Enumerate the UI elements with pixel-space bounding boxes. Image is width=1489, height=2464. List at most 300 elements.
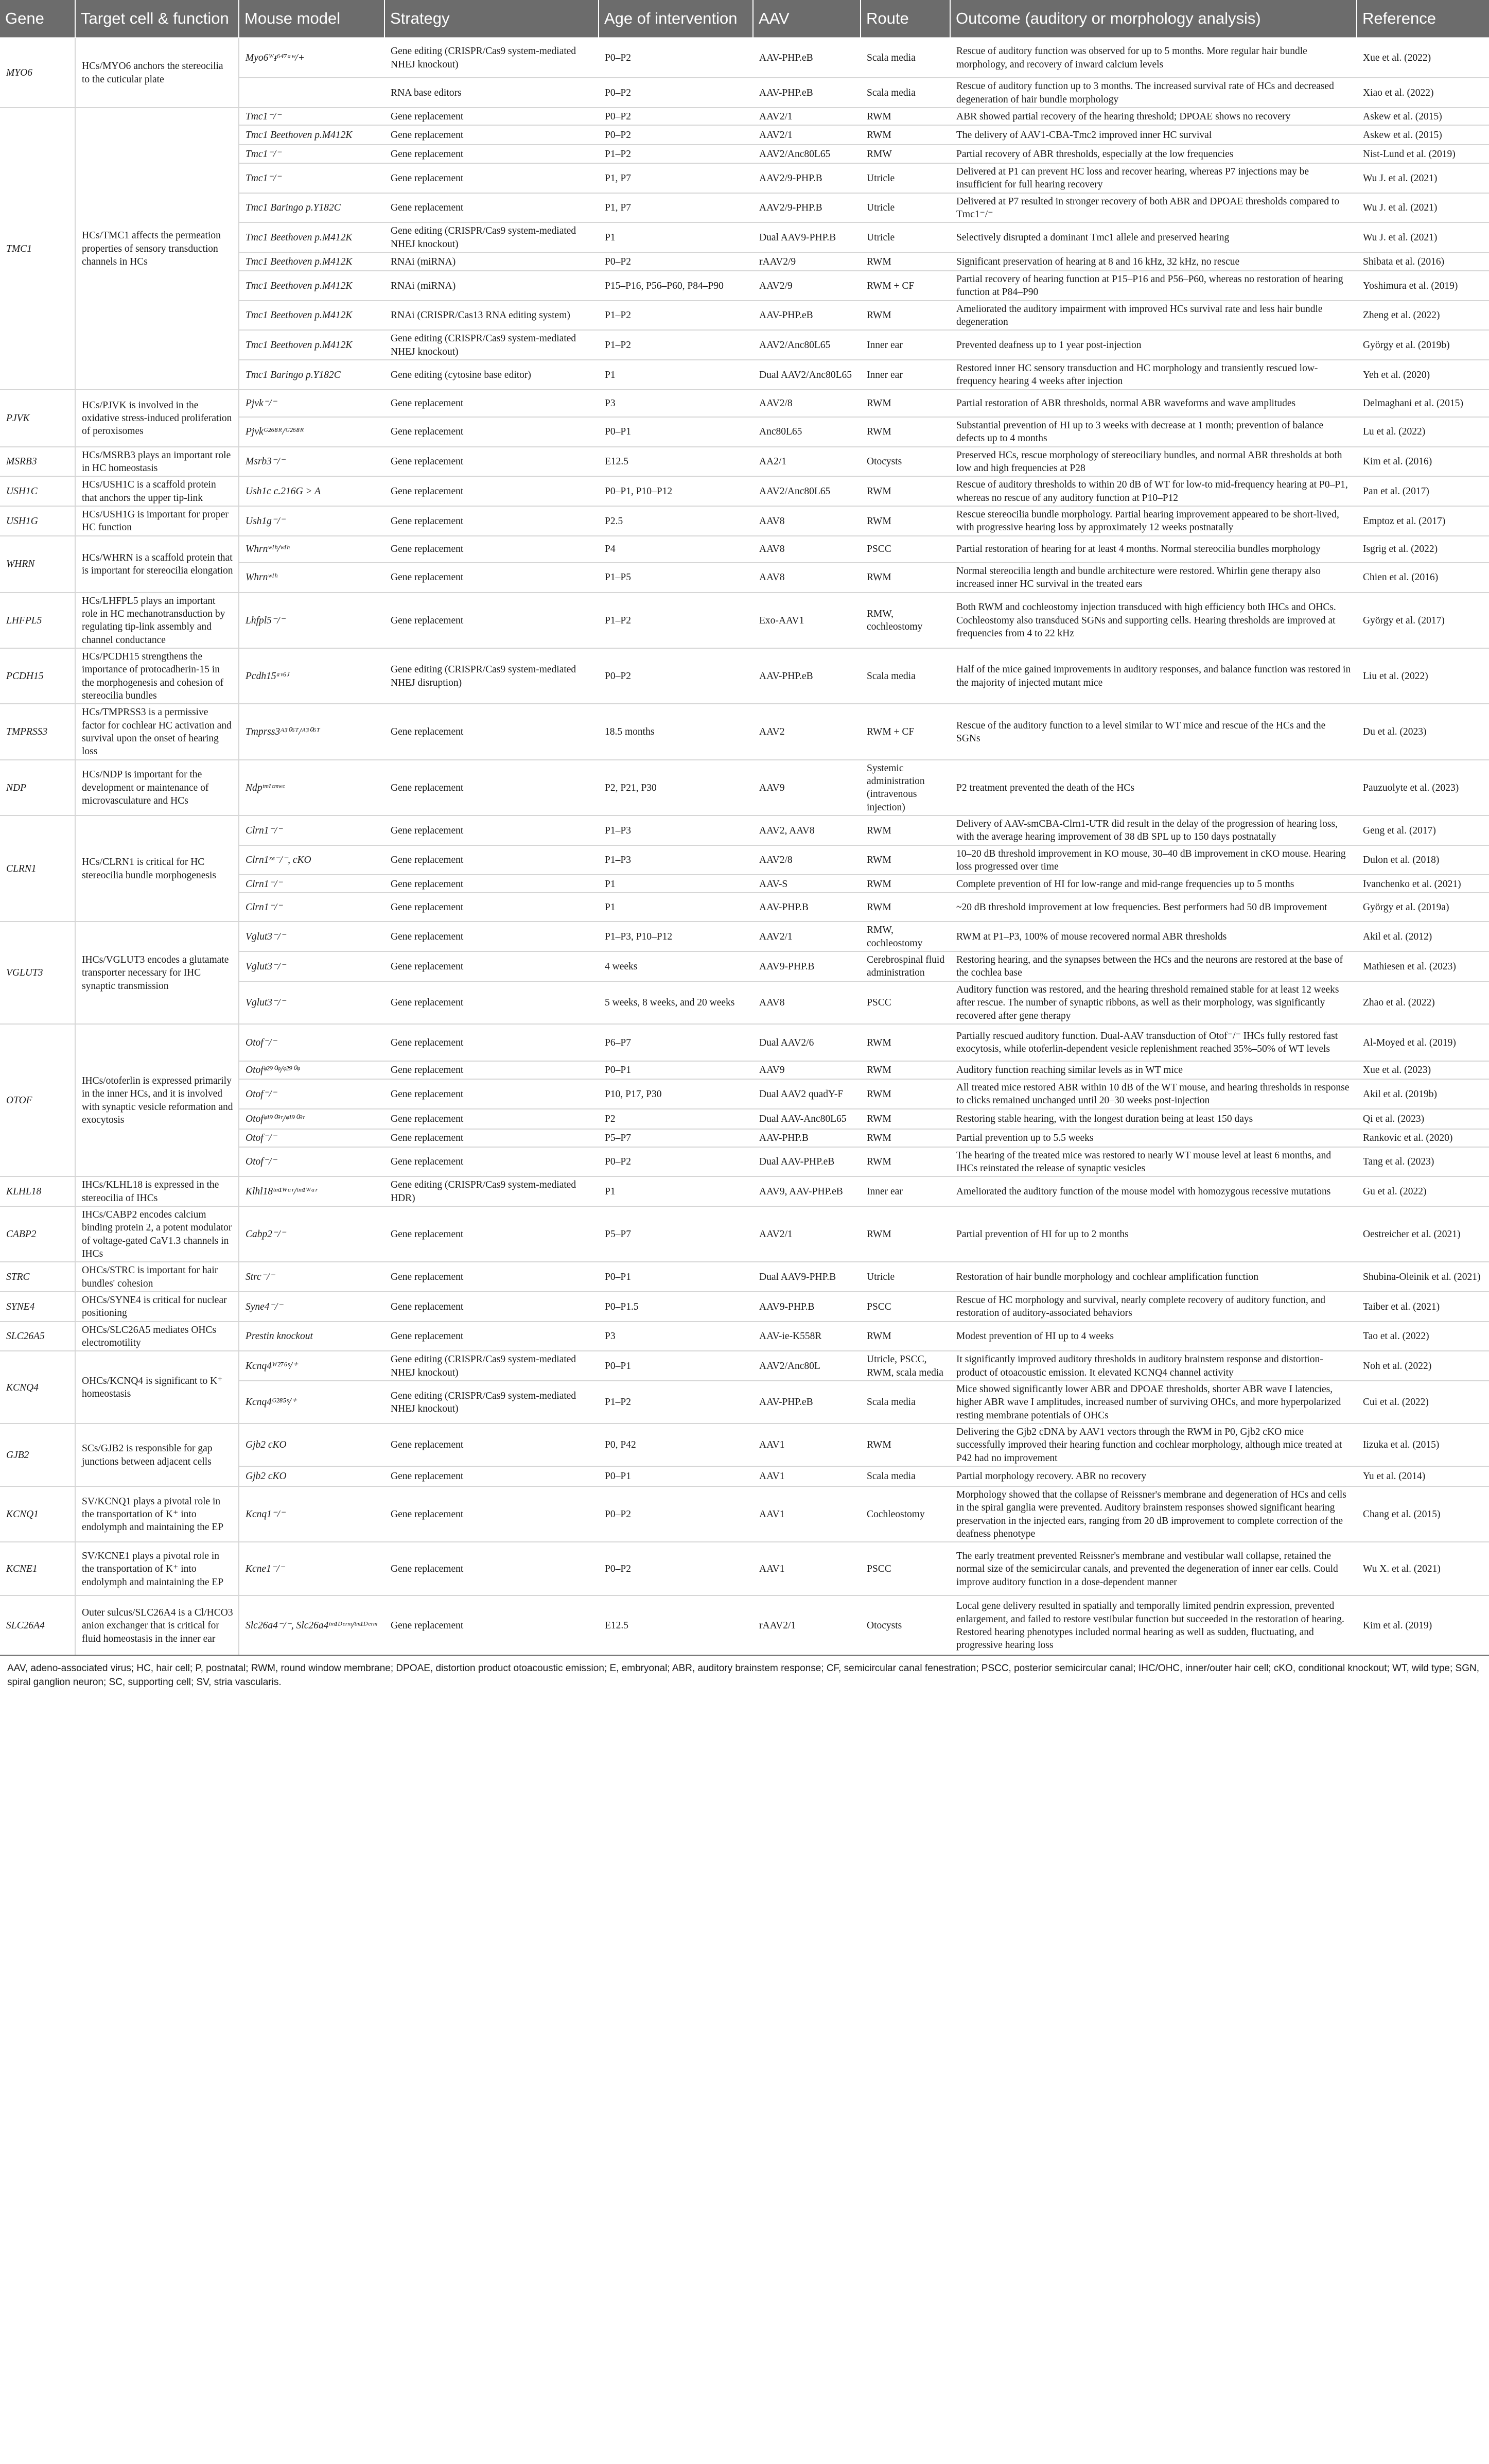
strategy-cell: Gene editing (cytosine base editor) xyxy=(384,360,599,390)
outcome-cell: Mice showed significantly lower ABR and DPOAE thresholds, shorter ABR wave I latencies, higher ABR wave I amplitudes, increased number of surviving OHCs, and more hyperpolarized resting membrane potentials of OHCs xyxy=(950,1381,1357,1424)
mouse-model-cell: Tmc1 Beethoven p.M412K xyxy=(239,301,384,331)
table-row xyxy=(0,1262,1489,1292)
aav-cell: AAV-ie-K558R xyxy=(753,1322,861,1351)
table-row xyxy=(0,1351,1489,1381)
aav-cell: Dual AAV2 quadY-F xyxy=(753,1079,861,1109)
mouse-model-cell: Kcnq1⁻/⁻ xyxy=(239,1486,384,1542)
outcome-cell: Rescue of auditory function was observed for up to 5 months. More regular hair bundle morphology, and recovery of inward calcium levels xyxy=(950,38,1357,78)
outcome-cell: Partial prevention up to 5.5 weeks xyxy=(950,1129,1357,1147)
strategy-cell: Gene replacement xyxy=(384,1129,599,1147)
strategy-cell: Gene replacement xyxy=(384,1061,599,1079)
strategy-cell: RNAi (CRISPR/Cas13 RNA editing system) xyxy=(384,301,599,331)
header-route: Route xyxy=(861,0,950,38)
outcome-cell: ~20 dB threshold improvement at low frequencies. Best performers had 50 dB improvement xyxy=(950,893,1357,922)
outcome-cell: All treated mice restored ABR within 10 dB of the WT mouse, and hearing thresholds in response to clicks remained unchanged until 20–30 weeks post-injection xyxy=(950,1079,1357,1109)
gene-cell: SLC26A4 xyxy=(0,1595,75,1655)
gene-cell: VGLUT3 xyxy=(0,922,75,1023)
outcome-cell: Rescue of the auditory function to a level similar to WT mice and rescue of the HCs and the SGNs xyxy=(950,704,1357,759)
strategy-cell: Gene replacement xyxy=(384,1024,599,1061)
target-cell: HCs/TMC1 affects the permeation properties of sensory transduction channels in HCs xyxy=(75,108,239,390)
age-cell: P5–P7 xyxy=(599,1129,753,1147)
route-cell: Utricle xyxy=(861,193,950,223)
aav-cell: rAAV2/9 xyxy=(753,252,861,271)
outcome-cell: Ameliorated the auditory function of the mouse model with homozygous recessive mutations xyxy=(950,1176,1357,1206)
age-cell: P0–P2 xyxy=(599,252,753,271)
age-cell: P0–P2 xyxy=(599,1147,753,1177)
gene-cell: NDP xyxy=(0,760,75,815)
table-row xyxy=(0,1206,1489,1262)
mouse-model-cell: Otof⁻/⁻ xyxy=(239,1024,384,1061)
gene-cell: MYO6 xyxy=(0,38,75,108)
mouse-model-cell: Tmc1 Beethoven p.M412K xyxy=(239,125,384,145)
mouse-model-cell: Pjvk⁻/⁻ xyxy=(239,390,384,417)
table-row xyxy=(0,38,1489,78)
aav-cell: AAV2/9 xyxy=(753,271,861,301)
route-cell: RWM xyxy=(861,301,950,331)
age-cell: P1, P7 xyxy=(599,163,753,193)
reference-cell: Wu J. et al. (2021) xyxy=(1357,222,1489,252)
outcome-cell: Delivered at P7 resulted in stronger recovery of both ABR and DPOAE thresholds compared to Tmc1⁻/⁻ xyxy=(950,193,1357,223)
reference-cell: Wu J. et al. (2021) xyxy=(1357,163,1489,193)
route-cell: RMW, cochleostomy xyxy=(861,922,950,951)
gene-cell: USH1C xyxy=(0,476,75,506)
aav-cell: AAV8 xyxy=(753,563,861,593)
age-cell: P3 xyxy=(599,1322,753,1351)
age-cell: 18.5 months xyxy=(599,704,753,759)
age-cell: 5 weeks, 8 weeks, and 20 weeks xyxy=(599,981,753,1024)
target-cell: HCs/USH1C is a scaffold protein that anchors the upper tip-link xyxy=(75,476,239,506)
target-cell: HCs/TMPRSS3 is a permissive factor for cochlear HC activation and survival upon the onset of hearing loss xyxy=(75,704,239,759)
outcome-cell: Partial morphology recovery. ABR no recovery xyxy=(950,1466,1357,1486)
aav-cell: AAV2/Anc80L65 xyxy=(753,330,861,360)
outcome-cell: The delivery of AAV1-CBA-Tmc2 improved inner HC survival xyxy=(950,125,1357,145)
table-row xyxy=(0,1424,1489,1466)
age-cell: P0–P2 xyxy=(599,1542,753,1595)
mouse-model-cell: Tmc1 Beethoven p.M412K xyxy=(239,271,384,301)
strategy-cell: Gene replacement xyxy=(384,815,599,845)
route-cell: Inner ear xyxy=(861,1176,950,1206)
aav-cell: AAV2/1 xyxy=(753,922,861,951)
outcome-cell: The hearing of the treated mice was restored to nearly WT mouse level at least 6 months, and IHCs reinstated the release of synaptic vesicles xyxy=(950,1147,1357,1177)
outcome-cell: Normal stereocilia length and bundle architecture were restored. Whirlin gene therapy also increased inner HC survival in the treated ears xyxy=(950,563,1357,593)
aav-cell: AAV2/1 xyxy=(753,125,861,145)
reference-cell: Xue et al. (2022) xyxy=(1357,38,1489,78)
mouse-model-cell: Vglut3⁻/⁻ xyxy=(239,922,384,951)
mouse-model-cell: Tmc1 Baringo p.Y182C xyxy=(239,360,384,390)
aav-cell: AAV2/9-PHP.B xyxy=(753,193,861,223)
aav-cell: AAV9, AAV-PHP.eB xyxy=(753,1176,861,1206)
strategy-cell: Gene replacement xyxy=(384,1079,599,1109)
outcome-cell: Auditory function was restored, and the hearing threshold remained stable for at least 12 weeks after rescue. The number of synaptic ribbons, as well as their morphology, was significantly recovered after gene therapy xyxy=(950,981,1357,1024)
table-row xyxy=(0,476,1489,506)
strategy-cell: Gene replacement xyxy=(384,1262,599,1292)
aav-cell: AAV8 xyxy=(753,536,861,563)
reference-cell: Wu J. et al. (2021) xyxy=(1357,193,1489,223)
reference-cell: Al-Moyed et al. (2019) xyxy=(1357,1024,1489,1061)
aav-cell: AAV2/Anc80L xyxy=(753,1351,861,1381)
reference-cell: Geng et al. (2017) xyxy=(1357,815,1489,845)
gene-cell: KCNQ1 xyxy=(0,1486,75,1542)
strategy-cell: RNAi (miRNA) xyxy=(384,271,599,301)
target-cell: IHCs/VGLUT3 encodes a glutamate transporter necessary for IHC synaptic transmission xyxy=(75,922,239,1023)
reference-cell: Kim et al. (2019) xyxy=(1357,1595,1489,1655)
aav-cell: Dual AAV-PHP.eB xyxy=(753,1147,861,1177)
age-cell: P1–P2 xyxy=(599,145,753,163)
route-cell: Scala media xyxy=(861,78,950,108)
reference-cell: Taiber et al. (2021) xyxy=(1357,1292,1489,1322)
aav-cell: AAV2/9-PHP.B xyxy=(753,163,861,193)
outcome-cell: Significant preservation of hearing at 8 and 16 kHz, 32 kHz, no rescue xyxy=(950,252,1357,271)
outcome-cell: Delivered at P1 can prevent HC loss and recover hearing, whereas P7 injections may be insufficient for full hearing recovery xyxy=(950,163,1357,193)
target-cell: OHCs/KCNQ4 is significant to K⁺ homeostasis xyxy=(75,1351,239,1424)
aav-cell: AAV2 xyxy=(753,704,861,759)
outcome-cell: P2 treatment prevented the death of the HCs xyxy=(950,760,1357,815)
outcome-cell: Local gene delivery resulted in spatially and temporally limited pendrin expression, prevented enlargement, and failed to restore vestibular function but succeeded in the restoration of hearing. Restored hearing phenotypes included normal hearing as well as sudden, fluctuating, and progressive hearing loss xyxy=(950,1595,1357,1655)
route-cell: RWM xyxy=(861,893,950,922)
strategy-cell: Gene replacement xyxy=(384,125,599,145)
mouse-model-cell: Tmc1 Baringo p.Y182C xyxy=(239,193,384,223)
route-cell: RWM xyxy=(861,815,950,845)
strategy-cell: Gene replacement xyxy=(384,1206,599,1262)
reference-cell: Qi et al. (2023) xyxy=(1357,1109,1489,1129)
header-reference: Reference xyxy=(1357,0,1489,38)
mouse-model-cell: Clrn1⁻/⁻ xyxy=(239,815,384,845)
route-cell: RMW xyxy=(861,145,950,163)
strategy-cell: Gene replacement xyxy=(384,893,599,922)
strategy-cell: RNAi (miRNA) xyxy=(384,252,599,271)
outcome-cell: The early treatment prevented Reissner's membrane and vestibular wall collapse, retained the normal size of the semicircular canals, and prevented the degeneration of inner ear cells. Could improve auditory function in a dose-dependent manner xyxy=(950,1542,1357,1595)
route-cell: RWM xyxy=(861,1061,950,1079)
outcome-cell: Rescue stereocilia bundle morphology. Partial hearing improvement appeared to be short-lived, with progressive hearing loss by approximately 12 weeks postnatally xyxy=(950,506,1357,536)
strategy-cell: Gene replacement xyxy=(384,1486,599,1542)
mouse-model-cell: Otofᵠ²⁹⁰ᵠ/ᵠ²⁹⁰ᵠ xyxy=(239,1061,384,1079)
table-row xyxy=(0,1595,1489,1655)
strategy-cell: Gene editing (CRISPR/Cas9 system-mediated NHEJ knockout) xyxy=(384,1351,599,1381)
aav-cell: rAAV2/1 xyxy=(753,1595,861,1655)
age-cell: P2.5 xyxy=(599,506,753,536)
strategy-cell: Gene replacement xyxy=(384,1109,599,1129)
strategy-cell: Gene replacement xyxy=(384,1292,599,1322)
mouse-model-cell: Lhfpl5⁻/⁻ xyxy=(239,593,384,648)
mouse-model-cell: Klhl18ᵗᵐ¹ᵂᵃʳ/ᵗᵐ¹ᵂᵃʳ xyxy=(239,1176,384,1206)
route-cell: RWM xyxy=(861,875,950,893)
age-cell: P0, P42 xyxy=(599,1424,753,1466)
strategy-cell: Gene replacement xyxy=(384,163,599,193)
table-row xyxy=(0,648,1489,704)
outcome-cell: Prevented deafness up to 1 year post-injection xyxy=(950,330,1357,360)
aav-cell: Dual AAV9-PHP.B xyxy=(753,222,861,252)
aav-cell: Dual AAV2/Anc80L65 xyxy=(753,360,861,390)
route-cell: RWM xyxy=(861,1109,950,1129)
aav-cell: AAV2/Anc80L65 xyxy=(753,476,861,506)
mouse-model-cell: Msrb3⁻/⁻ xyxy=(239,447,384,477)
strategy-cell: Gene replacement xyxy=(384,536,599,563)
mouse-model-cell: Cabp2⁻/⁻ xyxy=(239,1206,384,1262)
strategy-cell: Gene editing (CRISPR/Cas9 system-mediated HDR) xyxy=(384,1176,599,1206)
reference-cell: Tao et al. (2022) xyxy=(1357,1322,1489,1351)
outcome-cell: Auditory function reaching similar levels as in WT mice xyxy=(950,1061,1357,1079)
header-model: Mouse model xyxy=(239,0,384,38)
reference-cell: Zheng et al. (2022) xyxy=(1357,301,1489,331)
aav-cell: AAV1 xyxy=(753,1466,861,1486)
aav-cell: Dual AAV2/6 xyxy=(753,1024,861,1061)
age-cell: E12.5 xyxy=(599,1595,753,1655)
outcome-cell: Morphology showed that the collapse of Reissner's membrane and degeneration of HCs and cells in the spiral ganglia were prevented. Auditory brainstem responses showed significant hearing preservation in the injected ears, ranging from 20 dB improvement to complete correction of the deafness phenotype xyxy=(950,1486,1357,1542)
reference-cell: Iizuka et al. (2015) xyxy=(1357,1424,1489,1466)
age-cell: P0–P1, P10–P12 xyxy=(599,476,753,506)
route-cell: PSCC xyxy=(861,1542,950,1595)
target-cell: IHCs/CABP2 encodes calcium binding protein 2, a potent modulator of voltage-gated CaV1.3 channels in IHCs xyxy=(75,1206,239,1262)
strategy-cell: Gene replacement xyxy=(384,951,599,981)
outcome-cell: Substantial prevention of HI up to 3 weeks with decrease at 1 month; prevention of balance defects up to 4 months xyxy=(950,417,1357,447)
outcome-cell: Partially rescued auditory function. Dual-AAV transduction of Otof⁻/⁻ IHCs fully restored fast exocytosis, while otoferlin-dependent vesicle replenishment reached 35%–50% of WT levels xyxy=(950,1024,1357,1061)
aav-cell: AAV-PHP.B xyxy=(753,893,861,922)
reference-cell: Wu X. et al. (2021) xyxy=(1357,1542,1489,1595)
strategy-cell: Gene replacement xyxy=(384,845,599,875)
target-cell: SCs/GJB2 is responsible for gap junctions between adjacent cells xyxy=(75,1424,239,1486)
aav-cell: Dual AAV9-PHP.B xyxy=(753,1262,861,1292)
strategy-cell: Gene replacement xyxy=(384,922,599,951)
age-cell: P0–P2 xyxy=(599,125,753,145)
age-cell: P2 xyxy=(599,1109,753,1129)
strategy-cell: Gene replacement xyxy=(384,417,599,447)
route-cell: Inner ear xyxy=(861,330,950,360)
aav-cell: AAV9 xyxy=(753,760,861,815)
strategy-cell: Gene replacement xyxy=(384,145,599,163)
mouse-model-cell: Ush1c c.216G > A xyxy=(239,476,384,506)
aav-cell: AAV1 xyxy=(753,1486,861,1542)
gene-cell: KCNQ4 xyxy=(0,1351,75,1424)
age-cell: P2, P21, P30 xyxy=(599,760,753,815)
route-cell: RWM xyxy=(861,1129,950,1147)
target-cell: IHCs/KLHL18 is expressed in the stereocilia of IHCs xyxy=(75,1176,239,1206)
mouse-model-cell: Syne4⁻/⁻ xyxy=(239,1292,384,1322)
age-cell: P10, P17, P30 xyxy=(599,1079,753,1109)
route-cell: RWM xyxy=(861,390,950,417)
outcome-cell: Half of the mice gained improvements in auditory responses, and balance function was restored in the majority of injected mutant mice xyxy=(950,648,1357,704)
route-cell: Scala media xyxy=(861,38,950,78)
gene-cell: MSRB3 xyxy=(0,447,75,477)
mouse-model-cell: Otof⁻/⁻ xyxy=(239,1129,384,1147)
age-cell: P0–P1 xyxy=(599,1351,753,1381)
route-cell: Cochleostomy xyxy=(861,1486,950,1542)
target-cell: SV/KCNE1 plays a pivotal role in the transportation of K⁺ into endolymph and maintaining the EP xyxy=(75,1542,239,1595)
mouse-model-cell: Whrnʷᴵʰ xyxy=(239,563,384,593)
mouse-model-cell: Tmc1 Beethoven p.M412K xyxy=(239,330,384,360)
table-row xyxy=(0,1542,1489,1595)
reference-cell: Gu et al. (2022) xyxy=(1357,1176,1489,1206)
gene-cell: CABP2 xyxy=(0,1206,75,1262)
aav-cell: AAV2, AAV8 xyxy=(753,815,861,845)
reference-cell: Emptoz et al. (2017) xyxy=(1357,506,1489,536)
mouse-model-cell: Whrnʷᴵʰ/ʷᴵʰ xyxy=(239,536,384,563)
strategy-cell: Gene replacement xyxy=(384,447,599,477)
aav-cell: AAV-S xyxy=(753,875,861,893)
age-cell: P4 xyxy=(599,536,753,563)
strategy-cell: Gene editing (CRISPR/Cas9 system-mediated NHEJ knockout) xyxy=(384,38,599,78)
route-cell: RWM xyxy=(861,563,950,593)
age-cell: P0–P1 xyxy=(599,1061,753,1079)
route-cell: RWM xyxy=(861,506,950,536)
strategy-cell: Gene replacement xyxy=(384,1424,599,1466)
age-cell: P1–P3 xyxy=(599,815,753,845)
route-cell: Scala media xyxy=(861,648,950,704)
aav-cell: AAV-PHP.eB xyxy=(753,648,861,704)
outcome-cell: Delivering the Gjb2 cDNA by AAV1 vectors through the RWM in P0, Gjb2 cKO mice successfully improved their hearing function and cochlear morphology, although mice treated at P42 had no improvement xyxy=(950,1424,1357,1466)
route-cell: Utricle xyxy=(861,222,950,252)
outcome-cell: Restored inner HC sensory transduction and HC morphology and transiently rescued low-frequency hearing 4 weeks after injection xyxy=(950,360,1357,390)
aav-cell: AAV8 xyxy=(753,506,861,536)
age-cell: P1 xyxy=(599,893,753,922)
route-cell: Utricle xyxy=(861,163,950,193)
aav-cell: AAV-PHP.eB xyxy=(753,38,861,78)
strategy-cell: Gene replacement xyxy=(384,760,599,815)
route-cell: PSCC xyxy=(861,536,950,563)
aav-cell: AAV2/1 xyxy=(753,108,861,125)
table-row xyxy=(0,1322,1489,1351)
table-row xyxy=(0,704,1489,759)
outcome-cell: Preserved HCs, rescue morphology of stereociliary bundles, and normal ABR thresholds at both low and high frequencies at P28 xyxy=(950,447,1357,477)
target-cell: HCs/LHFPL5 plays an important role in HC mechanotransduction by regulating tip-link assembly and channel conductance xyxy=(75,593,239,648)
age-cell: E12.5 xyxy=(599,447,753,477)
target-cell: OHCs/SLC26A5 mediates OHCs electromotility xyxy=(75,1322,239,1351)
outcome-cell: Partial restoration of hearing for at least 4 months. Normal stereocilia bundles morphology xyxy=(950,536,1357,563)
route-cell: RWM xyxy=(861,1079,950,1109)
outcome-cell: Rescue of auditory thresholds to within 20 dB of WT for low-to mid-frequency hearing at P0–P1, whereas no rescue of any auditory function at P10–P12 xyxy=(950,476,1357,506)
reference-cell: Shubina-Oleinik et al. (2021) xyxy=(1357,1262,1489,1292)
gene-cell: PJVK xyxy=(0,390,75,447)
age-cell: P1 xyxy=(599,360,753,390)
age-cell: P1–P3 xyxy=(599,845,753,875)
outcome-cell: Both RWM and cochleostomy injection transduced with high efficiency both IHCs and OHCs. Cochleostomy also transduced SGNs and supporting cells. Hearing thresholds are improved at frequencies from 4 to 22 kHz xyxy=(950,593,1357,648)
aav-cell: AA2/1 xyxy=(753,447,861,477)
table-row xyxy=(0,1176,1489,1206)
age-cell: P0–P2 xyxy=(599,648,753,704)
target-cell: SV/KCNQ1 plays a pivotal role in the transportation of K⁺ into endolymph and maintaining the EP xyxy=(75,1486,239,1542)
gene-cell: OTOF xyxy=(0,1024,75,1176)
age-cell: P1–P2 xyxy=(599,330,753,360)
mouse-model-cell: Otof⁻/⁻ xyxy=(239,1147,384,1177)
mouse-model-cell: Vglut3⁻/⁻ xyxy=(239,981,384,1024)
mouse-model-cell: Tmc1⁻/⁻ xyxy=(239,108,384,125)
gene-cell: PCDH15 xyxy=(0,648,75,704)
target-cell: HCs/CLRN1 is critical for HC stereocilia bundle morphogenesis xyxy=(75,815,239,922)
gene-cell: TMC1 xyxy=(0,108,75,390)
target-cell: HCs/MSRB3 plays an important role in HC homeostasis xyxy=(75,447,239,477)
route-cell: Systemic administration (intravenous injection) xyxy=(861,760,950,815)
target-cell: IHCs/otoferlin is expressed primarily in the inner HCs, and it is involved with synaptic vesicle reformation and exocytosis xyxy=(75,1024,239,1176)
mouse-model-cell: Tmc1 Beethoven p.M412K xyxy=(239,222,384,252)
reference-cell: Isgrig et al. (2022) xyxy=(1357,536,1489,563)
target-cell: OHCs/STRC is important for hair bundles' cohesion xyxy=(75,1262,239,1292)
mouse-model-cell: Kcnq4ᵂ²⁷⁶ˢ/⁺ xyxy=(239,1351,384,1381)
gene-cell: SLC26A5 xyxy=(0,1322,75,1351)
outcome-cell: Partial recovery of ABR thresholds, especially at the low frequencies xyxy=(950,145,1357,163)
mouse-model-cell: Clrn1ˣᵉ⁻/⁻, cKO xyxy=(239,845,384,875)
reference-cell: Liu et al. (2022) xyxy=(1357,648,1489,704)
header-outcome: Outcome (auditory or morphology analysis) xyxy=(950,0,1357,38)
age-cell: P0–P2 xyxy=(599,1486,753,1542)
table-row xyxy=(0,447,1489,477)
route-cell: Cerebrospinal fluid administration xyxy=(861,951,950,981)
strategy-cell: Gene replacement xyxy=(384,1322,599,1351)
route-cell: Utricle, PSCC, RWM, scala media xyxy=(861,1351,950,1381)
age-cell: P0–P2 xyxy=(599,38,753,78)
strategy-cell: Gene replacement xyxy=(384,981,599,1024)
strategy-cell: Gene editing (CRISPR/Cas9 system-mediated NHEJ knockout) xyxy=(384,330,599,360)
route-cell: Inner ear xyxy=(861,360,950,390)
mouse-model-cell: Ush1g⁻/⁻ xyxy=(239,506,384,536)
table-row xyxy=(0,760,1489,815)
strategy-cell: Gene replacement xyxy=(384,1595,599,1655)
outcome-cell: Modest prevention of HI up to 4 weeks xyxy=(950,1322,1357,1351)
mouse-model-cell: Myo6ᵂᵻ⁶⁴⁷ᵃʷ/+ xyxy=(239,38,384,78)
age-cell: P3 xyxy=(599,390,753,417)
strategy-cell: Gene replacement xyxy=(384,506,599,536)
route-cell: PSCC xyxy=(861,981,950,1024)
reference-cell: Tang et al. (2023) xyxy=(1357,1147,1489,1177)
table-row xyxy=(0,390,1489,417)
aav-cell: Exo-AAV1 xyxy=(753,593,861,648)
reference-cell: Askew et al. (2015) xyxy=(1357,108,1489,125)
mouse-model-cell: Gjb2 cKO xyxy=(239,1424,384,1466)
mouse-model-cell: Pcdh15ᵃᵛ⁶ᴶ xyxy=(239,648,384,704)
mouse-model-cell: Kcnq4ᴳ²⁸⁵ˢ/⁺ xyxy=(239,1381,384,1424)
strategy-cell: Gene editing (CRISPR/Cas9 system-mediated NHEJ disruption) xyxy=(384,648,599,704)
reference-cell: Rankovic et al. (2020) xyxy=(1357,1129,1489,1147)
gene-cell: SYNE4 xyxy=(0,1292,75,1322)
aav-cell: Anc80L65 xyxy=(753,417,861,447)
reference-cell: Delmaghani et al. (2015) xyxy=(1357,390,1489,417)
strategy-cell: Gene replacement xyxy=(384,593,599,648)
reference-cell: Mathiesen et al. (2023) xyxy=(1357,951,1489,981)
reference-cell: Ivanchenko et al. (2021) xyxy=(1357,875,1489,893)
table-row xyxy=(0,593,1489,648)
age-cell: 4 weeks xyxy=(599,951,753,981)
age-cell: P0–P2 xyxy=(599,78,753,108)
target-cell: Outer sulcus/SLC26A4 is a Cl/HCO3 anion exchanger that is critical for fluid homeostasis in the inner ear xyxy=(75,1595,239,1655)
table-row xyxy=(0,1486,1489,1542)
mouse-model-cell: Strc⁻/⁻ xyxy=(239,1262,384,1292)
reference-cell: Yeh et al. (2020) xyxy=(1357,360,1489,390)
aav-cell: AAV2/Anc80L65 xyxy=(753,145,861,163)
mouse-model-cell: Tmc1 Beethoven p.M412K xyxy=(239,252,384,271)
outcome-cell: Delivery of AAV-smCBA-Clrn1-UTR did result in the delay of the progression of hearing loss, with the average hearing improvement of 38 dB SPL up to 150 days postnatally xyxy=(950,815,1357,845)
gene-cell: KCNE1 xyxy=(0,1542,75,1595)
header-age: Age of intervention xyxy=(599,0,753,38)
table-row xyxy=(0,536,1489,563)
outcome-cell: Partial recovery of hearing function at P15–P16 and P56–P60, whereas no restoration of hearing function at P84–P90 xyxy=(950,271,1357,301)
gene-cell: TMPRSS3 xyxy=(0,704,75,759)
aav-cell: AAV9-PHP.B xyxy=(753,1292,861,1322)
route-cell: RWM + CF xyxy=(861,271,950,301)
header-gene: Gene xyxy=(0,0,75,38)
gene-cell: STRC xyxy=(0,1262,75,1292)
mouse-model-cell: Clrn1⁻/⁻ xyxy=(239,875,384,893)
route-cell: RWM xyxy=(861,125,950,145)
aav-cell: Dual AAV-Anc80L65 xyxy=(753,1109,861,1129)
strategy-cell: Gene replacement xyxy=(384,476,599,506)
aav-cell: AAV-PHP.eB xyxy=(753,1381,861,1424)
route-cell: RWM xyxy=(861,252,950,271)
route-cell: RWM xyxy=(861,845,950,875)
age-cell: P1 xyxy=(599,875,753,893)
strategy-cell: Gene replacement xyxy=(384,390,599,417)
outcome-cell: It significantly improved auditory thresholds in auditory brainstem response and distortion-product of otoacoustic emission. It elevated KCNQ4 channel activity xyxy=(950,1351,1357,1381)
gene-cell: WHRN xyxy=(0,536,75,593)
aav-cell: AAV1 xyxy=(753,1424,861,1466)
age-cell: P1–P2 xyxy=(599,1381,753,1424)
